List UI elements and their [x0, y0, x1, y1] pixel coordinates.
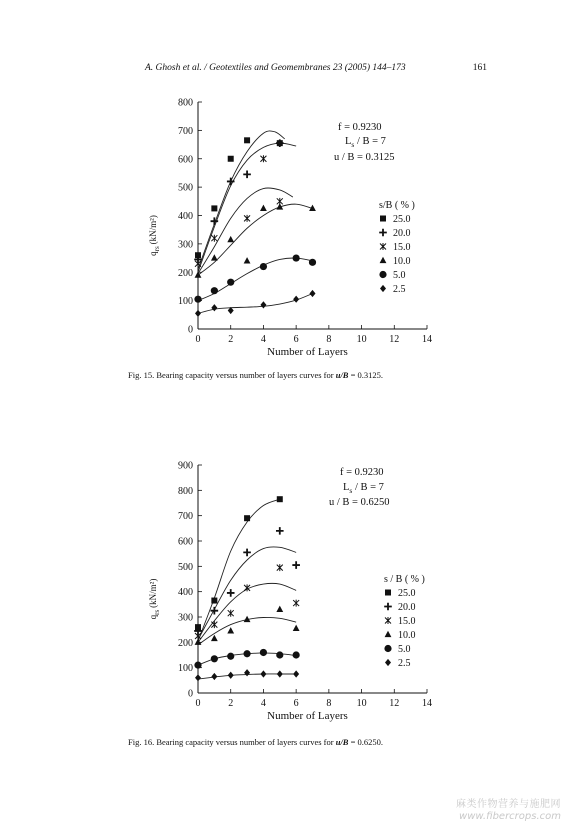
data-point: [293, 651, 300, 658]
x-tick-label: 2: [228, 334, 234, 345]
data-point: [211, 287, 218, 294]
x-tick-label: 0: [195, 334, 201, 345]
legend-title: s/B ( % ): [379, 200, 415, 211]
y-tick-label: 200: [178, 267, 193, 279]
page-number: 161: [472, 63, 487, 73]
data-point: [211, 235, 217, 242]
data-point: [228, 156, 234, 162]
y-tick-label: 500: [178, 561, 193, 573]
data-point: [195, 674, 201, 681]
data-point: [293, 254, 300, 261]
journal-citation: A. Ghosh et al. / Geotextiles and Geomembranes 23 (2005) 144–173: [145, 63, 406, 73]
series-curve: [198, 499, 280, 641]
annotation-text: [343, 482, 384, 495]
y-label-symbol: q: [148, 614, 158, 620]
data-point: [244, 215, 250, 222]
data-point: [276, 651, 283, 658]
data-point: [293, 600, 299, 607]
data-point: [227, 653, 234, 660]
legend-marker: [380, 285, 386, 292]
legend-marker: [379, 229, 387, 237]
legend-marker: [380, 243, 386, 250]
y-tick-label: 700: [178, 511, 193, 523]
legend-label: 10.0: [393, 256, 411, 267]
legend-marker: [385, 617, 391, 624]
legend-marker: [384, 603, 392, 611]
watermark: [456, 799, 561, 822]
x-axis-label: Number of Layers: [267, 710, 348, 722]
legend-label: 10.0: [398, 630, 416, 641]
y-tick-label: 200: [178, 637, 193, 649]
legend-label: 5.0: [393, 270, 406, 281]
figure-15-chart: [0, 90, 569, 365]
data-point: [243, 650, 250, 657]
x-tick-label: 6: [293, 698, 299, 709]
data-point: [211, 598, 217, 604]
data-point: [260, 205, 267, 211]
x-tick-label: 0: [195, 698, 201, 709]
legend-marker: [385, 631, 392, 637]
data-point: [276, 527, 284, 535]
data-point: [211, 635, 218, 641]
data-point: [260, 301, 266, 308]
x-tick-label: 14: [422, 334, 432, 345]
data-point: [194, 662, 201, 669]
data-point: [227, 279, 234, 286]
annotation-symbol: L: [345, 136, 352, 147]
y-label-units: (kN/m²): [148, 578, 158, 608]
caption-variable: u/B: [335, 737, 349, 747]
legend-label: 15.0: [393, 242, 411, 253]
caption-value: = 0.6250.: [348, 737, 384, 747]
data-point: [227, 178, 235, 186]
data-point: [244, 257, 251, 263]
y-tick-label: 100: [178, 663, 193, 675]
y-tick-label: 400: [178, 587, 193, 599]
y-tick-label: 500: [178, 182, 193, 194]
y-tick-label: 300: [178, 612, 193, 624]
watermark-url: www.fibercrops.com: [459, 810, 561, 822]
y-label-subscript: rs: [153, 246, 161, 252]
data-point: [244, 137, 250, 143]
data-point: [194, 296, 201, 303]
y-tick-label: 800: [178, 485, 193, 497]
series-curve: [198, 294, 313, 314]
y-tick-label: 600: [178, 154, 193, 166]
data-point: [227, 627, 234, 633]
y-label-subscript: rs: [153, 609, 161, 615]
y-label-symbol: q: [148, 251, 158, 256]
legend-label: 15.0: [398, 616, 416, 627]
data-point: [260, 670, 266, 677]
caption-value: = 0.3125.: [348, 370, 384, 380]
x-tick-label: 6: [293, 334, 299, 345]
y-tick-label: 800: [178, 97, 193, 109]
data-point: [211, 607, 219, 615]
annotation-rest: / B = 7: [354, 136, 386, 147]
y-tick-label: 300: [178, 239, 193, 251]
legend-marker: [379, 271, 386, 278]
x-tick-label: 4: [260, 334, 266, 345]
series-curve: [198, 131, 285, 270]
y-tick-label: 900: [178, 460, 193, 472]
data-point: [277, 670, 283, 677]
data-point: [243, 171, 251, 179]
data-point: [228, 610, 234, 617]
legend-label: 25.0: [398, 588, 416, 599]
annotation-text: [345, 136, 386, 149]
data-point: [244, 669, 250, 676]
x-tick-label: 12: [389, 334, 400, 345]
data-point: [227, 589, 235, 597]
annotation-text: u / B = 0.6250: [329, 497, 390, 508]
x-tick-label: 2: [228, 698, 234, 709]
data-point: [211, 621, 217, 628]
series-curve: [198, 258, 313, 301]
legend-marker: [385, 659, 391, 666]
data-point: [277, 496, 283, 502]
data-point: [277, 564, 283, 571]
y-tick-label: 700: [178, 125, 193, 137]
y-tick-label: 600: [178, 536, 193, 548]
annotation-subscript: s: [349, 486, 353, 495]
y-axis-label: [148, 579, 161, 620]
y-tick-label: 400: [178, 211, 193, 222]
x-tick-label: 12: [389, 698, 400, 709]
running-header: [0, 63, 569, 79]
y-tick-label: 100: [178, 296, 193, 308]
caption-text: Fig. 15. Bearing capacity versus number of layers curves for: [128, 370, 336, 380]
data-point: [195, 310, 201, 317]
watermark-text: 麻类作物营养与施肥网: [456, 799, 561, 810]
data-point: [310, 290, 316, 297]
data-point: [211, 254, 218, 260]
x-tick-label: 10: [356, 334, 367, 345]
legend-label: 20.0: [398, 602, 416, 613]
annotation-rest: / B = 7: [352, 482, 384, 493]
legend-marker: [385, 590, 391, 596]
x-tick-label: 8: [326, 334, 332, 345]
data-point: [244, 515, 250, 521]
x-tick-label: 4: [260, 698, 266, 709]
annotation-text: f = 0.9230: [338, 122, 382, 133]
data-point: [260, 155, 266, 162]
figure-16-caption: [128, 737, 383, 747]
annotation-text: u / B = 0.3125: [334, 152, 395, 163]
y-tick-label: 0: [188, 688, 193, 700]
legend-label: 2.5: [393, 284, 406, 295]
data-point: [293, 296, 299, 303]
data-point: [211, 304, 217, 311]
data-point: [292, 561, 300, 569]
data-point: [260, 649, 267, 656]
annotation-symbol: L: [343, 482, 350, 493]
caption-variable: u/B: [335, 370, 349, 380]
data-point: [243, 549, 251, 557]
data-point: [293, 625, 300, 631]
figure-16-chart: [0, 455, 569, 730]
annotation-subscript: s: [351, 140, 355, 149]
figure-15-caption: [128, 370, 383, 380]
annotation-text: f = 0.9230: [340, 467, 384, 478]
y-label-units: (kN/m²): [148, 215, 158, 245]
legend-marker: [380, 216, 386, 222]
data-point: [228, 672, 234, 679]
legend-label: 25.0: [393, 214, 411, 225]
y-tick-label: 0: [188, 324, 193, 336]
y-axis-label: [148, 215, 161, 256]
x-axis-label: Number of Layers: [267, 346, 348, 358]
data-point: [260, 263, 267, 270]
data-point: [293, 670, 299, 677]
legend-label: 5.0: [398, 644, 411, 655]
caption-text: Fig. 16. Bearing capacity versus number of layers curves for: [128, 737, 336, 747]
data-point: [211, 673, 217, 680]
x-tick-label: 10: [356, 698, 367, 709]
legend-marker: [380, 257, 387, 263]
data-point: [309, 259, 316, 266]
data-point: [227, 236, 234, 242]
x-tick-label: 14: [422, 698, 432, 709]
data-point: [211, 205, 217, 211]
x-tick-label: 8: [326, 698, 332, 709]
data-point: [211, 655, 218, 662]
data-point: [276, 606, 283, 612]
legend-marker: [384, 645, 391, 652]
legend-title: s / B ( % ): [384, 574, 425, 585]
legend-label: 2.5: [398, 658, 411, 669]
legend-label: 20.0: [393, 228, 411, 239]
